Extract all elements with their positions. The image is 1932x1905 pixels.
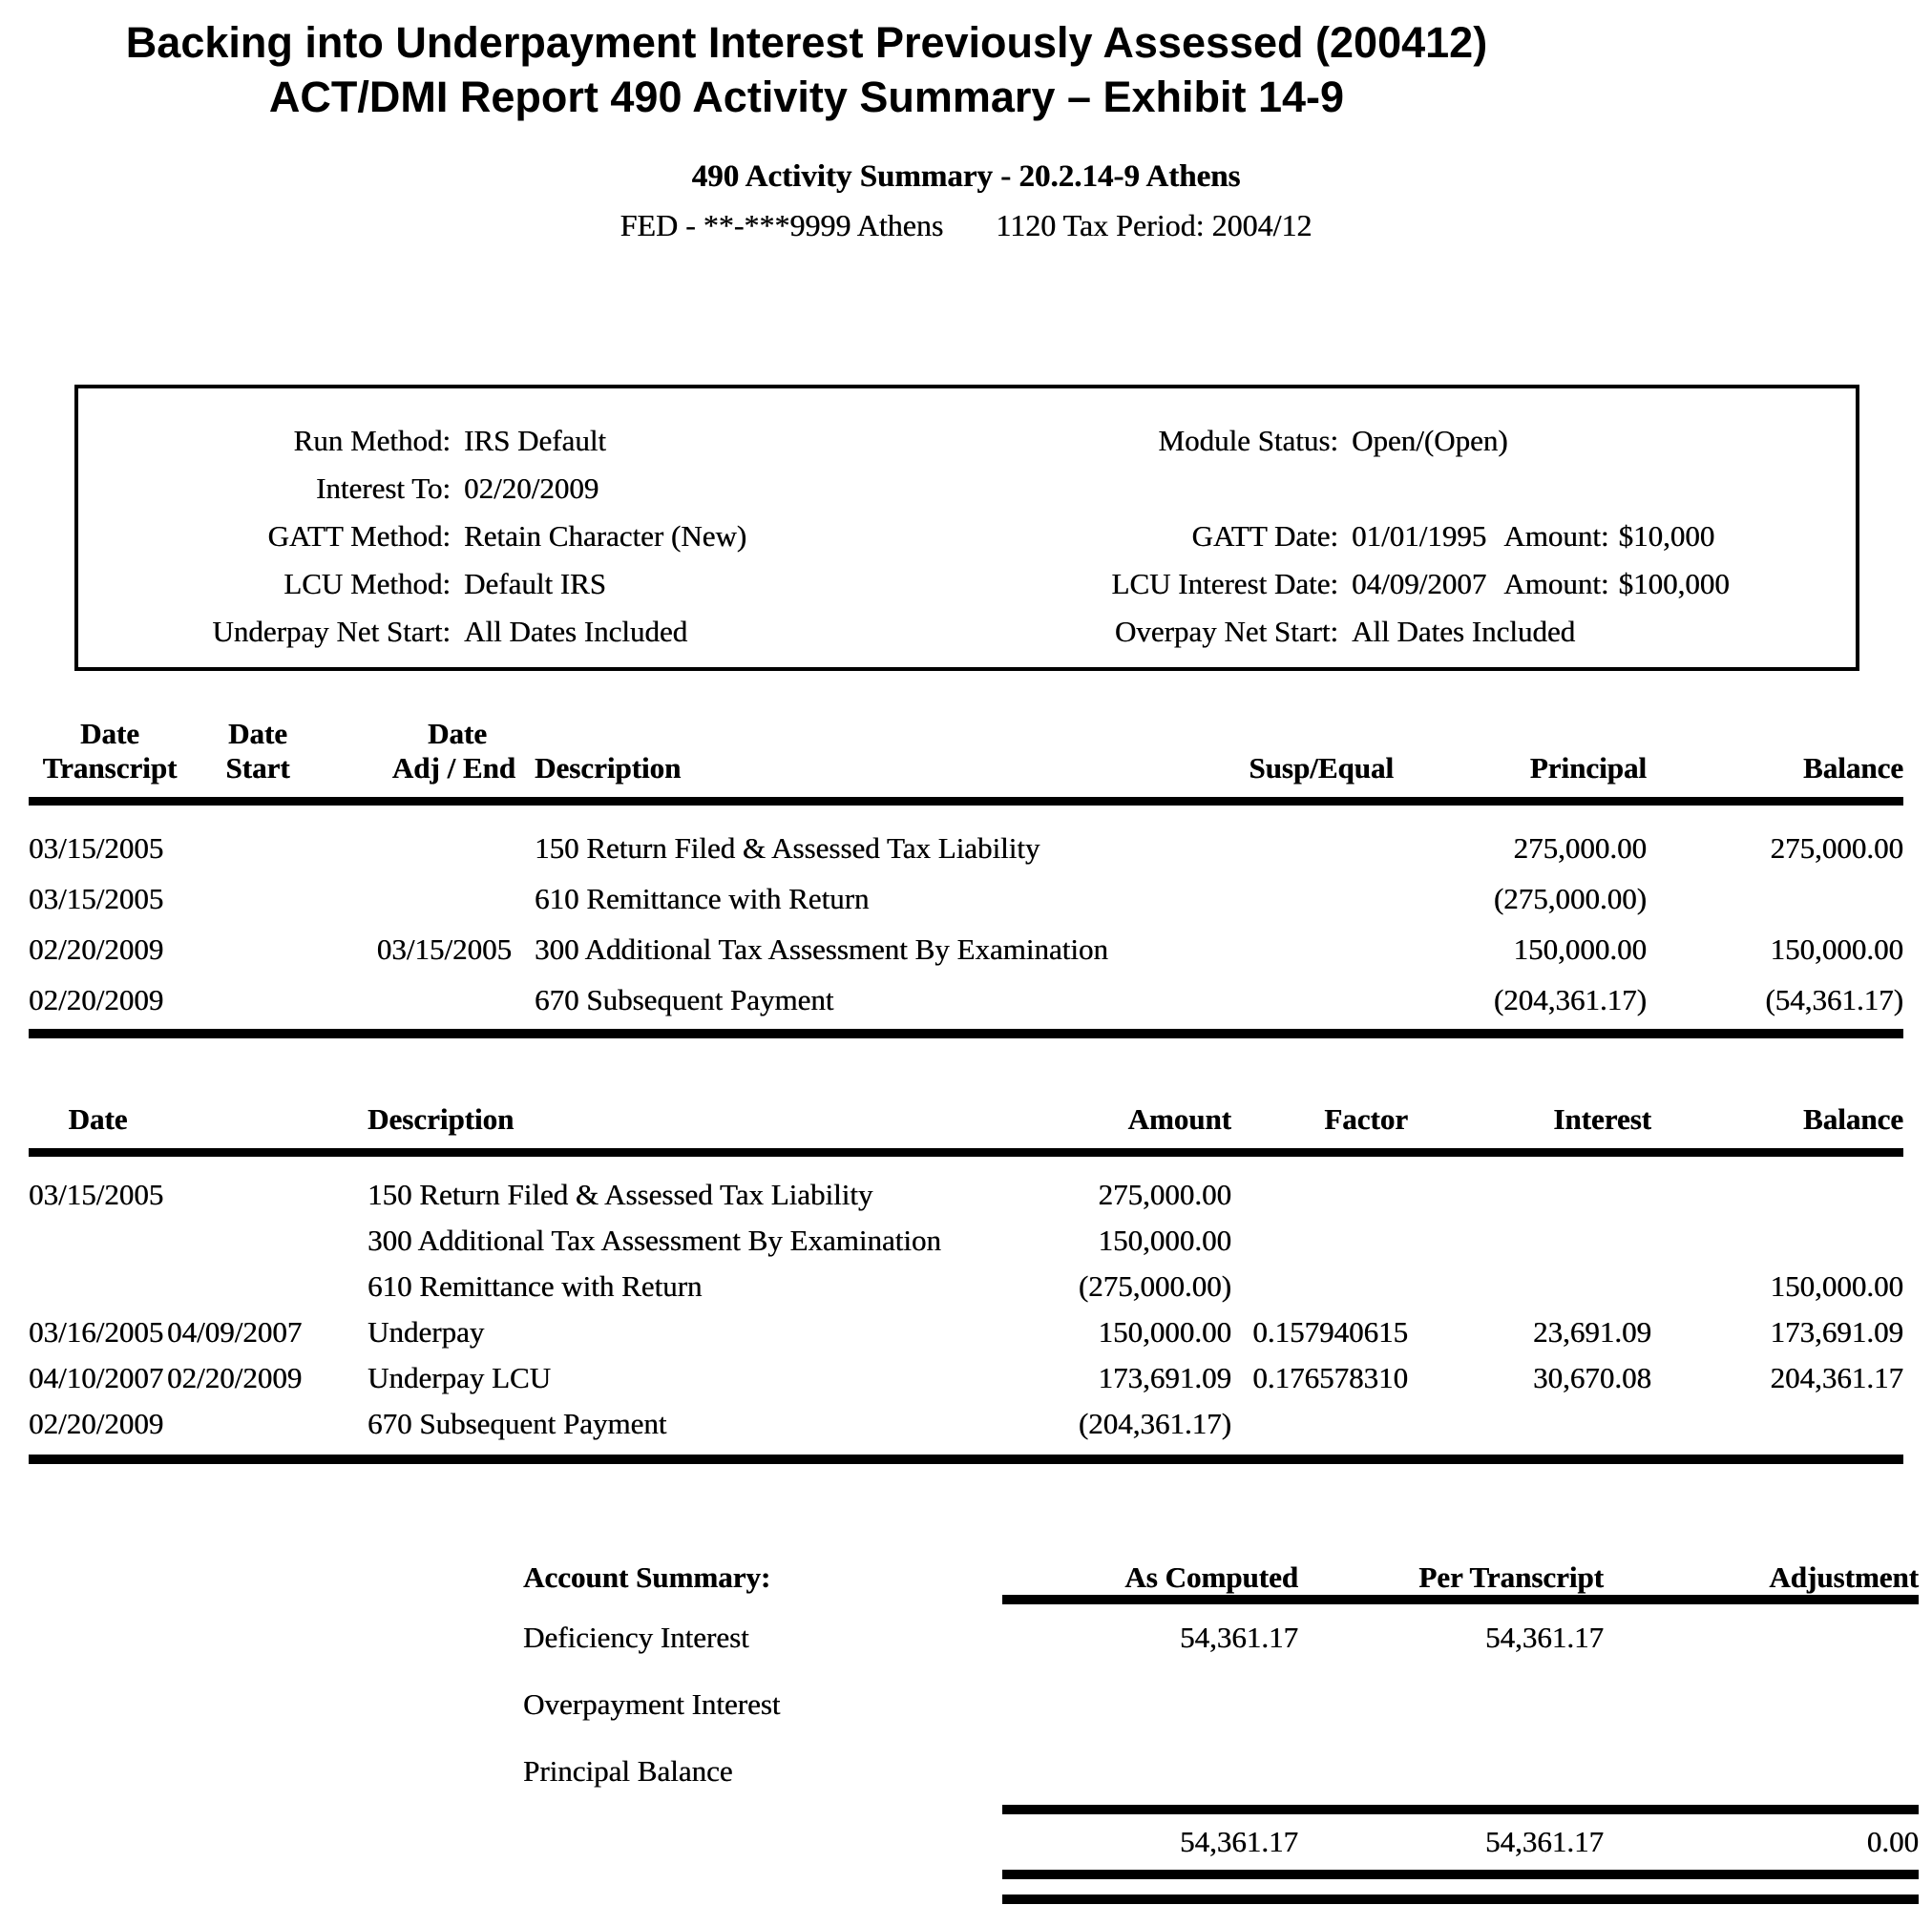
cell-description: Underpay LCU — [368, 1361, 551, 1395]
summary-totals-row — [523, 1814, 1919, 1870]
cell-factor — [1231, 1212, 1408, 1258]
cell-balance: 150,000.00 — [1770, 932, 1903, 967]
column-header-factor: Factor — [1324, 1102, 1408, 1137]
setting-value: Open/(Open) — [1352, 424, 1508, 458]
cell-date-transcript: 02/20/2009 — [29, 932, 164, 967]
column-header-adjustment: Adjustment — [1769, 1560, 1919, 1595]
summary-bottom-rule-1 — [1002, 1870, 1919, 1879]
setting-spacer-row — [956, 465, 1856, 513]
cell-factor: 0.176578310 — [1252, 1361, 1408, 1395]
cell-date-end: 02/20/2009 — [167, 1361, 303, 1395]
table-row — [29, 1304, 1903, 1350]
total-per-transcript: 54,361.17 — [1485, 1825, 1604, 1859]
setting-overpay-net-start — [956, 608, 1856, 656]
cell-balance: 275,000.00 — [1770, 831, 1903, 866]
column-header-per-transcript: Per Transcript — [1418, 1560, 1604, 1595]
column-header-date-end — [167, 1095, 348, 1153]
cell-date-start — [29, 1258, 167, 1304]
cell-date-start: 04/10/2007 — [29, 1361, 164, 1395]
interest-computation-table — [29, 1095, 1903, 1464]
table-row — [29, 967, 1903, 1034]
cell-balance — [1647, 866, 1903, 916]
summary-row-label: Deficiency Interest — [523, 1621, 749, 1655]
report-subheader — [0, 208, 1932, 243]
cell-date-end — [167, 1258, 348, 1304]
cell-susp-equal — [1231, 967, 1394, 1034]
amount-value: $10,000 — [1618, 519, 1715, 554]
settings-left-column — [78, 417, 956, 656]
cell-date-transcript: 03/15/2005 — [29, 882, 164, 916]
cell-date-adj-end: 03/15/2005 — [376, 932, 512, 967]
account-summary-header-row — [523, 1549, 1919, 1595]
taxpayer-id: FED - **-***9999 Athens — [620, 208, 944, 243]
cell-date-start — [191, 802, 325, 867]
setting-label: GATT Method: — [267, 519, 451, 554]
cell-date-start — [29, 1212, 167, 1258]
cell-interest: 23,691.09 — [1533, 1315, 1651, 1350]
cell-balance: 173,691.09 — [1770, 1315, 1903, 1350]
setting-value: 01/01/1995 — [1352, 519, 1487, 554]
column-header-date-transcript: Date Transcript — [42, 717, 178, 785]
cell-interest: 30,670.08 — [1533, 1361, 1651, 1395]
table-row — [29, 802, 1903, 867]
cell-amount: 275,000.00 — [1098, 1178, 1231, 1212]
cell-date-transcript: 03/15/2005 — [29, 831, 164, 866]
cell-susp-equal — [1231, 802, 1394, 867]
cell-description: 300 Additional Tax Assessment By Examination — [368, 1224, 941, 1258]
cell-balance — [1651, 1395, 1903, 1459]
column-header-balance: Balance — [1802, 1102, 1903, 1137]
setting-module-status — [956, 417, 1856, 465]
cell-description: 610 Remittance with Return — [368, 1269, 703, 1304]
cell-amount: (204,361.17) — [1078, 1407, 1231, 1441]
document-title-line1: Backing into Underpayment Interest Previously Assessed (200412) — [125, 18, 1488, 67]
cell-date-start: 03/16/2005 — [29, 1315, 164, 1350]
column-header-as-computed: As Computed — [1124, 1560, 1298, 1595]
setting-lcu-interest-date — [956, 560, 1856, 608]
setting-value: All Dates Included — [1352, 615, 1576, 649]
tax-period: 1120 Tax Period: 2004/12 — [996, 208, 1312, 243]
cell-principal: 150,000.00 — [1513, 932, 1647, 967]
summary-row-deficiency-interest — [523, 1604, 1919, 1671]
setting-value: Default IRS — [464, 567, 606, 601]
cell-as-computed: 54,361.17 — [1180, 1621, 1298, 1655]
setting-label: GATT Date: — [1191, 519, 1338, 554]
table-row — [29, 1258, 1903, 1304]
document-title — [0, 15, 1613, 124]
setting-label: Module Status: — [1158, 424, 1338, 458]
cell-susp-equal — [1231, 916, 1394, 967]
total-adjustment: 0.00 — [1866, 1825, 1919, 1859]
cell-date-end — [167, 1212, 348, 1258]
transcript-activity-table — [29, 717, 1903, 1038]
cell-date-start — [191, 967, 325, 1034]
summary-row-label: Overpayment Interest — [523, 1687, 781, 1722]
column-header-principal: Principal — [1529, 751, 1647, 785]
column-header-interest: Interest — [1553, 1102, 1651, 1137]
cell-description: 300 Additional Tax Assessment By Examination — [535, 932, 1108, 967]
summary-row-label: Principal Balance — [523, 1754, 733, 1789]
cell-balance: 204,361.17 — [1770, 1361, 1903, 1395]
setting-value: Retain Character (New) — [464, 519, 747, 554]
cell-susp-equal — [1231, 866, 1394, 916]
cell-interest — [1408, 1212, 1651, 1258]
report-title: 490 Activity Summary - 20.2.14-9 Athens — [691, 159, 1241, 195]
cell-factor — [1231, 1258, 1408, 1304]
cell-date-end — [167, 1395, 348, 1459]
setting-value: 04/09/2007 — [1352, 567, 1487, 601]
settings-right-column — [956, 417, 1856, 656]
table-row — [29, 1395, 1903, 1459]
column-header-susp-equal: Susp/Equal — [1249, 751, 1394, 785]
column-header-description: Description — [535, 751, 682, 785]
setting-value: All Dates Included — [464, 615, 688, 649]
setting-interest-to — [78, 465, 956, 513]
table-row — [29, 1212, 1903, 1258]
cell-date-adj-end — [325, 802, 515, 867]
cell-balance: 150,000.00 — [1770, 1269, 1903, 1304]
column-header-date-adj-end: Date Adj / End — [391, 717, 515, 785]
cell-description: 670 Subsequent Payment — [535, 983, 834, 1017]
cell-description: Underpay — [368, 1315, 485, 1350]
cell-balance — [1651, 1153, 1903, 1213]
cell-date-start — [191, 916, 325, 967]
summary-bottom-rule-2 — [1002, 1895, 1919, 1904]
account-summary — [523, 1549, 1919, 1904]
setting-label: Interest To: — [315, 471, 451, 506]
cell-interest — [1408, 1153, 1651, 1213]
cell-amount: 150,000.00 — [1098, 1315, 1231, 1350]
total-as-computed: 54,361.17 — [1180, 1825, 1298, 1859]
setting-label: Run Method: — [293, 424, 451, 458]
table-header-row — [29, 717, 1903, 802]
column-header-date-start: Date Start — [225, 717, 290, 785]
cell-interest — [1408, 1395, 1651, 1459]
cell-interest — [1408, 1258, 1651, 1304]
setting-label: Overpay Net Start: — [1114, 615, 1338, 649]
column-header-balance: Balance — [1802, 751, 1903, 785]
setting-run-method — [78, 417, 956, 465]
cell-description: 610 Remittance with Return — [535, 882, 870, 916]
cell-balance: (54,361.17) — [1765, 983, 1903, 1017]
cell-amount: 173,691.09 — [1098, 1361, 1231, 1395]
setting-label: Underpay Net Start: — [212, 615, 451, 649]
summary-row-principal-balance — [523, 1738, 1919, 1805]
cell-factor — [1231, 1395, 1408, 1459]
cell-principal: (204,361.17) — [1493, 983, 1647, 1017]
cell-date-start: 03/15/2005 — [29, 1178, 164, 1212]
summary-header-rule — [1002, 1595, 1919, 1604]
setting-gatt-date — [956, 513, 1856, 560]
setting-label: LCU Method: — [284, 567, 451, 601]
amount-value: $100,000 — [1618, 567, 1730, 601]
cell-date-adj-end — [325, 866, 515, 916]
settings-box — [74, 385, 1859, 671]
amount-label: Amount: — [1503, 519, 1609, 554]
cell-date-start: 02/20/2009 — [29, 1407, 164, 1441]
column-header-amount: Amount — [1127, 1102, 1231, 1137]
setting-gatt-method — [78, 513, 956, 560]
cell-description: 670 Subsequent Payment — [368, 1407, 667, 1441]
summary-totals-rule — [1002, 1805, 1919, 1814]
cell-date-end: 04/09/2007 — [167, 1315, 303, 1350]
summary-row-overpayment-interest — [523, 1671, 1919, 1738]
cell-factor — [1231, 1153, 1408, 1213]
cell-balance — [1651, 1212, 1903, 1258]
cell-amount: (275,000.00) — [1078, 1269, 1231, 1304]
table-header-row — [29, 1095, 1903, 1153]
cell-description: 150 Return Filed & Assessed Tax Liability — [368, 1178, 873, 1212]
document-title-line2: ACT/DMI Report 490 Activity Summary – Exhibit 14-9 — [268, 73, 1345, 122]
account-summary-title: Account Summary: — [523, 1560, 771, 1595]
cell-principal: (275,000.00) — [1493, 882, 1647, 916]
cell-factor: 0.157940615 — [1252, 1315, 1408, 1350]
amount-label: Amount: — [1503, 567, 1609, 601]
cell-date-start — [191, 866, 325, 916]
setting-label: LCU Interest Date: — [1111, 567, 1338, 601]
cell-per-transcript: 54,361.17 — [1485, 1621, 1604, 1655]
setting-lcu-method — [78, 560, 956, 608]
cell-adjustment — [1604, 1621, 1919, 1655]
table-row — [29, 866, 1903, 916]
cell-principal: 275,000.00 — [1513, 831, 1647, 866]
column-header-date: Date — [68, 1102, 128, 1137]
setting-underpay-net-start — [78, 608, 956, 656]
cell-description: 150 Return Filed & Assessed Tax Liability — [535, 831, 1040, 866]
cell-date-adj-end — [325, 967, 515, 1034]
setting-value: 02/20/2009 — [464, 471, 599, 506]
table-row — [29, 1350, 1903, 1395]
column-header-description: Description — [368, 1102, 514, 1137]
table-row — [29, 916, 1903, 967]
cell-date-transcript: 02/20/2009 — [29, 983, 164, 1017]
cell-amount: 150,000.00 — [1098, 1224, 1231, 1258]
setting-value: IRS Default — [464, 424, 606, 458]
table-row — [29, 1153, 1903, 1213]
cell-date-end — [167, 1153, 348, 1213]
